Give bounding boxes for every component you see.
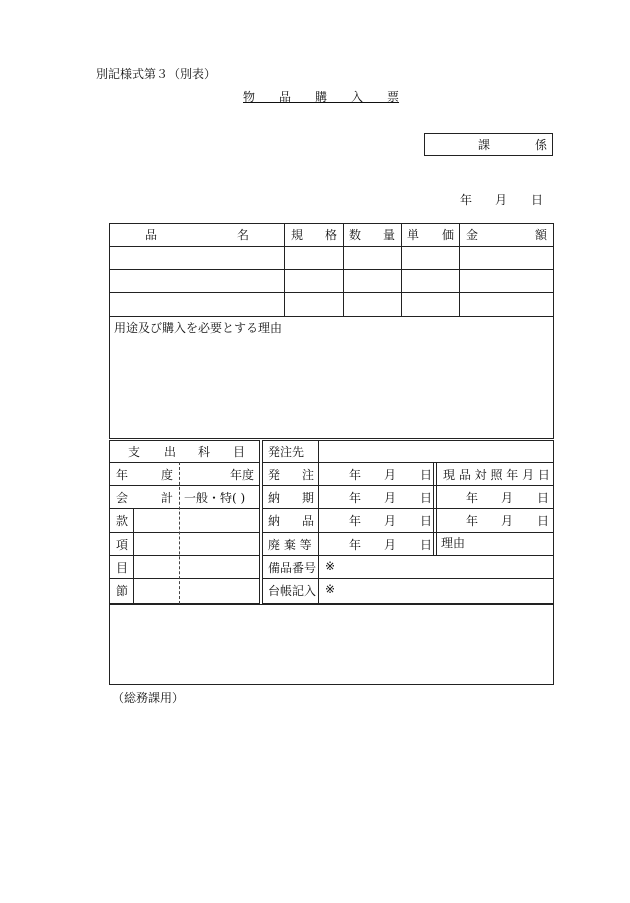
order-date-day: 日 [420,468,433,482]
disposal-label: 廃 棄 等 [268,538,312,552]
disposal-month: 月 [384,538,397,552]
delivered-month: 月 [384,514,397,528]
account-mid: 計 [161,491,174,505]
equipment-no-label: 備品番号 [268,561,317,575]
order-date-month: 月 [384,468,397,482]
fiscal-year-right: 年度 [230,468,255,482]
inspection-day-2: 日 [537,514,550,528]
supplier-label: 発注先 [268,445,305,459]
header-qty-left: 数 [349,228,362,242]
ledger-value: ※ [325,582,336,596]
expense-row-setsu: 節 [116,584,129,598]
order-label-2: 注 [302,468,315,482]
account-left: 会 [116,491,129,505]
ledger-label: 台帳記入 [268,584,317,598]
account-value: 一般・特( ) [184,491,246,505]
header-qty-right: 量 [383,228,396,242]
delivered-label-2: 品 [302,514,315,528]
inspection-year-2: 年 [466,514,479,528]
delivered-label-1: 納 [268,514,281,528]
delivery-term-year: 年 [349,491,362,505]
equipment-no-value: ※ [325,559,336,573]
delivered-year: 年 [349,514,362,528]
date-month: 月 [495,193,508,207]
purpose-label: 用途及び購入を必要とする理由 [114,321,283,335]
inspection-month-2: 月 [501,514,514,528]
disposal-day: 日 [420,538,433,552]
expense-header-3: 科 [198,445,211,459]
delivery-term-label-1: 納 [268,491,281,505]
header-price-right: 価 [442,228,455,242]
approval-label-ka: 課 [478,138,491,152]
footer-note: （総務課用） [112,691,185,705]
header-spec-right: 格 [325,228,338,242]
expense-header-4: 目 [233,445,246,459]
expense-header-2: 出 [164,445,177,459]
expense-header-1: 支 [128,445,141,459]
form-id: 別記様式第３（別表） [96,67,217,81]
inspection-year-1: 年 [466,491,479,505]
expense-row-kou: 項 [116,538,129,552]
remarks-box [109,604,554,685]
header-amount-right: 額 [535,228,548,242]
delivery-term-day: 日 [420,491,433,505]
date-day: 日 [531,193,544,207]
form-title: 物 品 購 入 票 [243,90,400,104]
inspection-day-1: 日 [537,491,550,505]
inspection-reason-label: 理由 [441,536,466,550]
header-amount-left: 金 [466,228,479,242]
fiscal-year-left: 年 [116,468,129,482]
delivery-term-month: 月 [384,491,397,505]
disposal-year: 年 [349,538,362,552]
delivered-day: 日 [420,514,433,528]
inspection-month-1: 月 [501,491,514,505]
expense-row-moku: 目 [116,561,129,575]
header-spec-left: 規 [291,228,304,242]
inspection-header: 現 品 対 照 年 月 日 [443,468,550,482]
order-date-year: 年 [349,468,362,482]
header-name-right: 名 [237,228,250,242]
expense-row-kan: 款 [116,514,129,528]
expense-table [109,440,260,604]
fiscal-year-mid: 度 [161,468,174,482]
delivery-term-label-2: 期 [302,491,315,505]
header-price-left: 単 [407,228,420,242]
order-label-1: 発 [268,468,281,482]
approval-label-kakari: 係 [535,138,548,152]
date-year: 年 [460,193,473,207]
header-name-left: 品 [145,228,158,242]
